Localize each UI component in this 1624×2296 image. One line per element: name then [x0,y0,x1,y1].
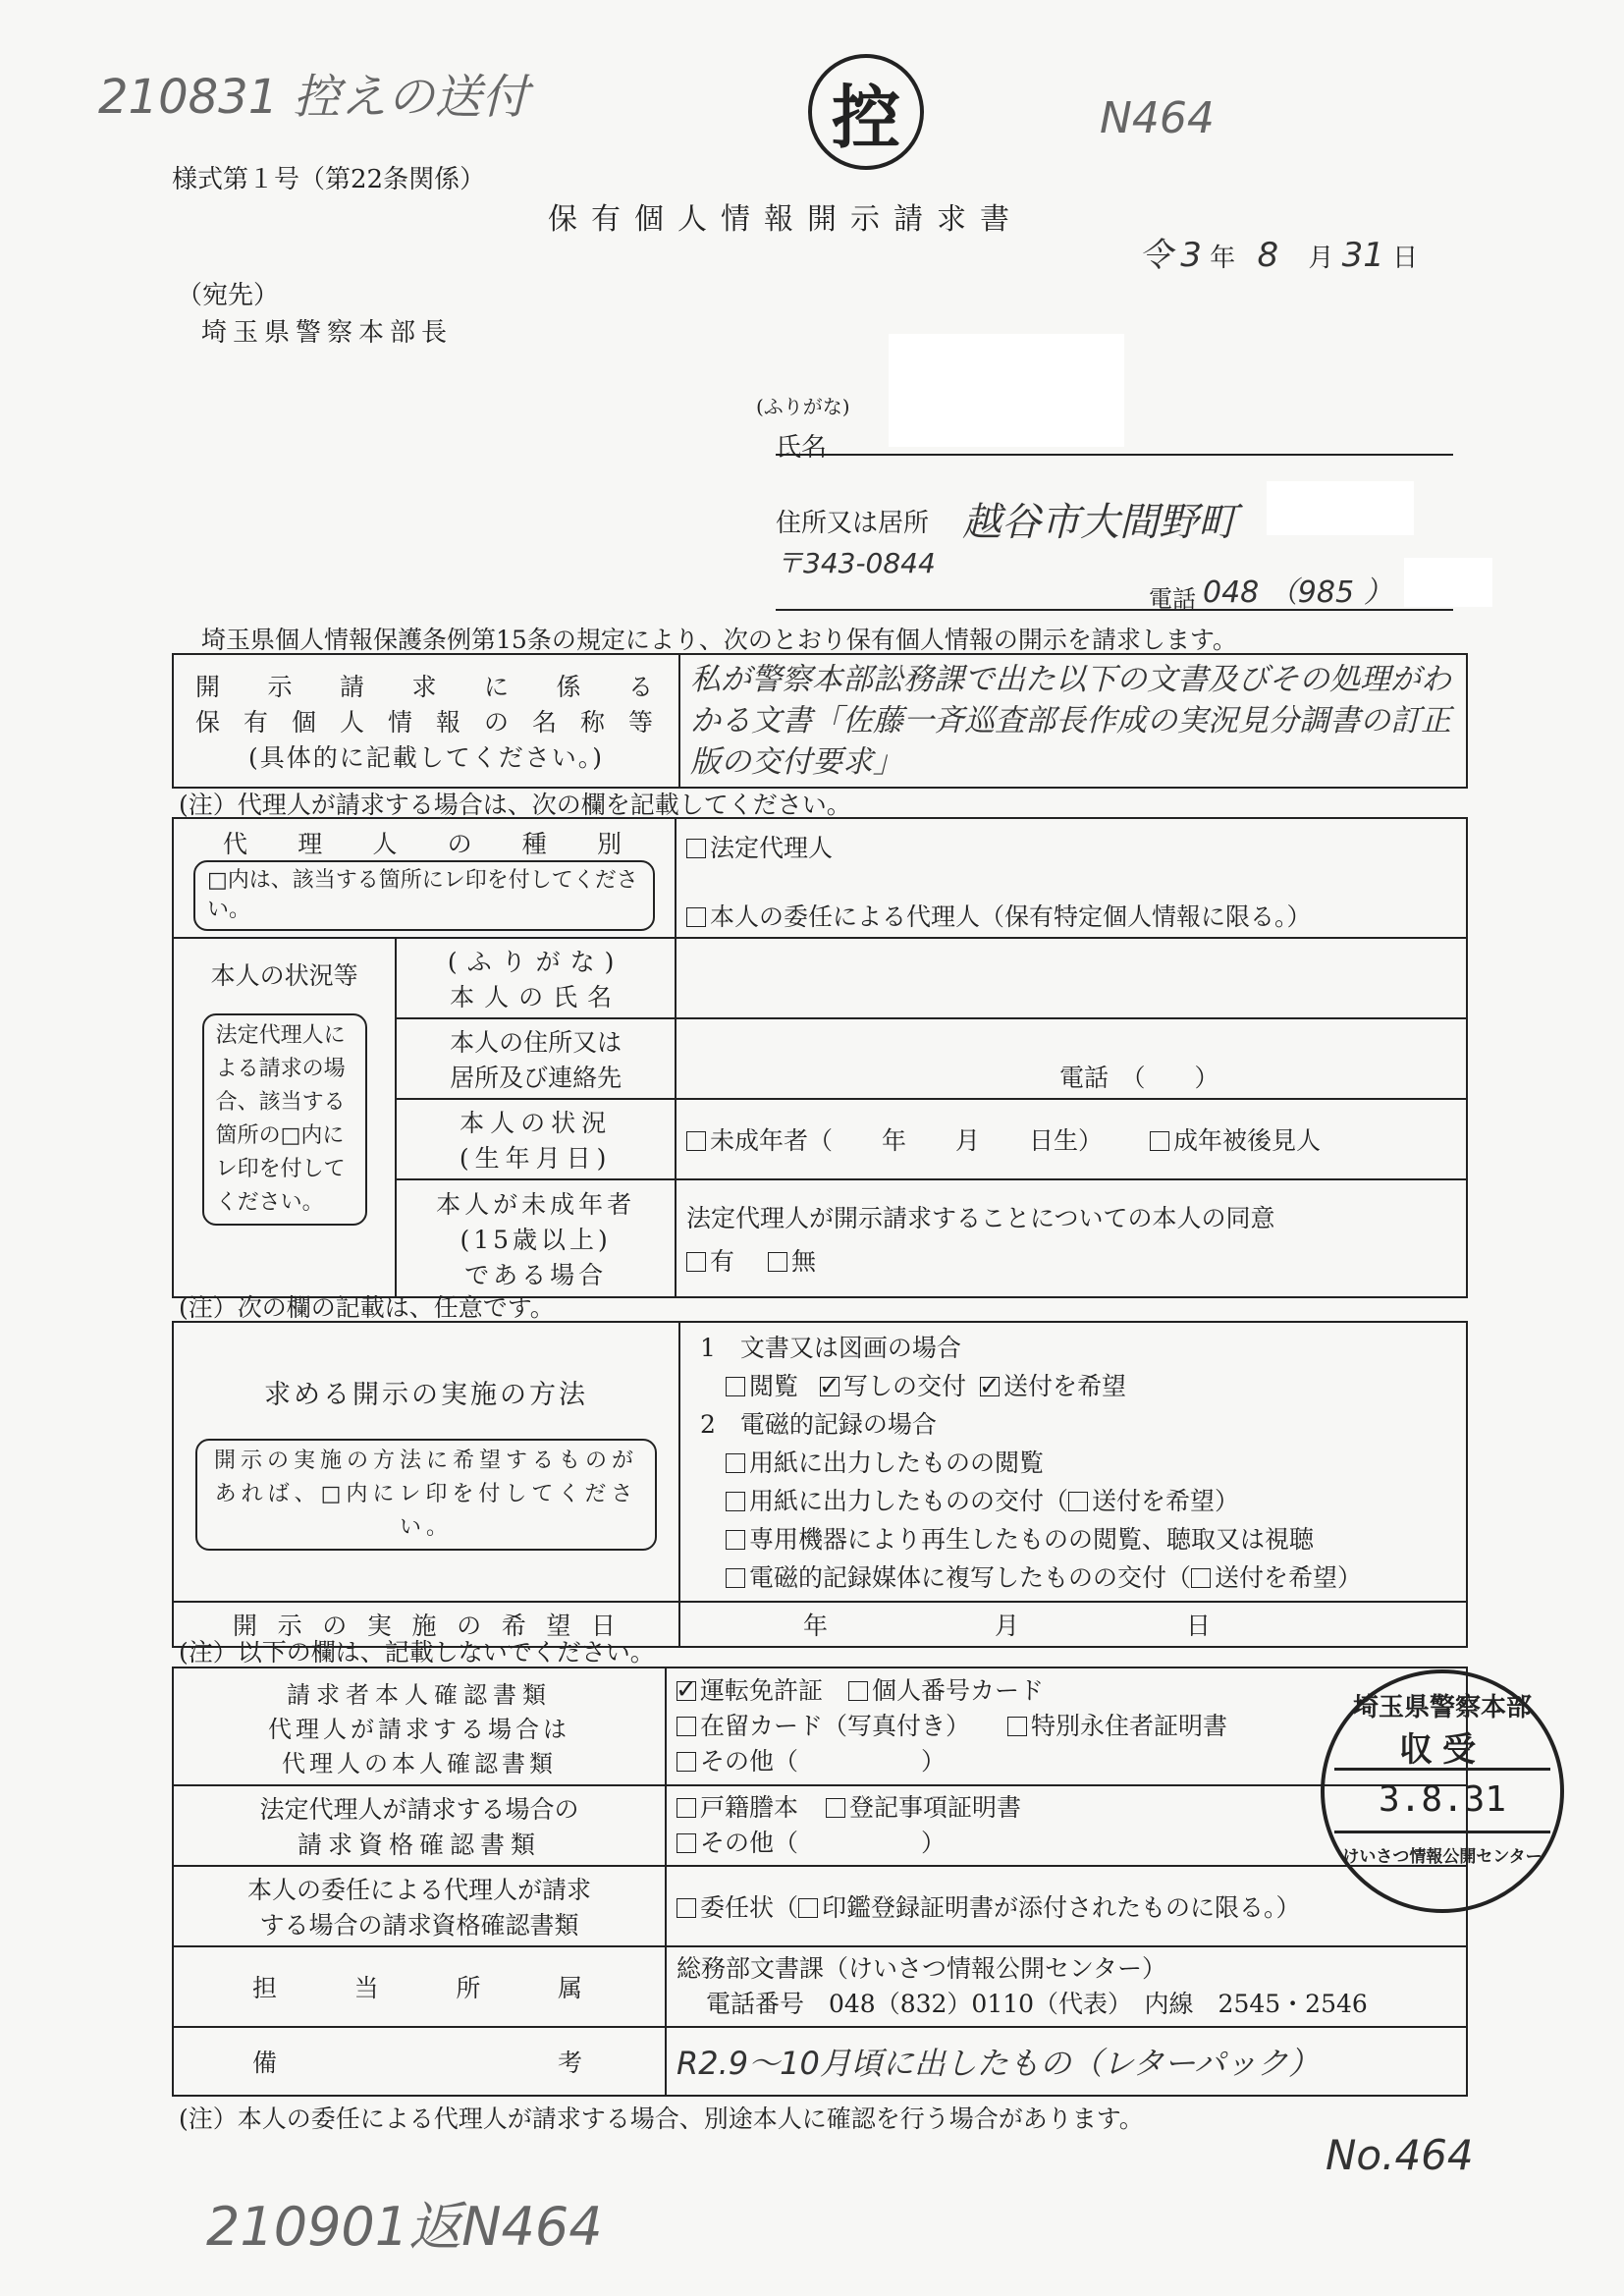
checkbox-seal-cert[interactable] [798,1898,818,1918]
handwritten-note-top-right: N464 [1100,93,1215,143]
agent-type-label: 代理人の種別 □内は、該当する箇所にレ印を付してください。 [173,818,676,938]
checkbox-legal-agent[interactable] [686,839,706,858]
checkbox-special[interactable] [1007,1717,1027,1736]
note-optional: (注）次の欄の記載は、任意です。 [179,1293,555,1322]
checkbox-consent-yes[interactable] [686,1252,706,1272]
checkbox-mail[interactable] [980,1377,1000,1396]
principal-address-phone: 電話 （ ） [676,1018,1467,1099]
name-underline [776,454,1453,456]
checkbox-delegated-agent[interactable] [686,907,706,927]
checkbox-minor[interactable] [686,1131,706,1151]
section1-value: 私が警察本部訟務課で出た以下の文書及びその処理がわかる文書「佐藤一斉巡査部長作成の実況見分調書の訂正版の交付要求」 [679,654,1467,788]
phone-value: 048 （985 ） [1203,575,1393,610]
redaction-address [1267,481,1414,535]
checkbox-registry[interactable] [826,1798,845,1818]
address-label: 住所又は居所 [776,509,930,538]
method-options: 1 文書又は図画の場合 閲覧 ✓ 写しの交付 ✓ 送付を希望 2 電磁的記録の場合 用紙に出力したものの閲覧 用紙に出力したものの交付（ 送付を希望） 専用機器により再生したものの閲覧、聴取又は視聴 電磁的記録媒体に複写したものの交付（ 送付を希望） [679,1322,1467,1602]
agent-type-options: 法定代理人 本人の委任による代理人（保有特定個人情報に限る。） [676,818,1467,938]
checkbox-proxy-letter[interactable] [677,1898,696,1918]
handwritten-no: No.464 [1326,2131,1474,2179]
checkbox-mynumber[interactable] [848,1681,868,1701]
address-value: 越谷市大間野町 [962,500,1237,545]
intro-text: 埼玉県個人情報保護条例第15条の規定により、次のとおり保有個人情報の開示を請求します。 [201,626,1237,654]
checkbox-e-view[interactable] [726,1453,745,1473]
applicant-name-label: 氏名 [776,433,828,463]
id-docs-label: 請求者本人確認書類 代理人が請求する場合は 代理人の本人確認書類 [173,1667,666,1785]
copy-stamp: 控 [808,54,924,170]
status-header: 本人の状況等 法定代理人による請求の場合、該当する箇所の□内にレ印を付してください。 [173,938,396,1297]
checkbox-consent-no[interactable] [768,1252,787,1272]
redaction-name [889,334,1124,447]
checkbox-e-media-mail[interactable] [1191,1568,1211,1588]
checkbox-koseki[interactable] [677,1798,696,1818]
addressee: 埼玉県警察本部長 [201,318,454,348]
furigana-label: (ふりがな) [756,395,850,418]
dept-label: 担当所属 [173,1946,666,2027]
remarks-label: 備考 [173,2027,666,2096]
checkbox-copy[interactable] [820,1377,839,1396]
redaction-phone [1404,558,1492,607]
checkbox-residence[interactable] [677,1717,696,1736]
footer-note: (注）本人の委任による代理人が請求する場合、別途本人に確認を行う場合があります。 [179,2105,1144,2133]
checkbox-e-issue-mail[interactable] [1068,1492,1088,1511]
checkbox-e-media[interactable] [726,1568,745,1588]
phone-label: 電話 [1149,585,1196,613]
checkbox-other-legal[interactable] [677,1833,696,1853]
method-table [172,1321,1468,1648]
note-office: (注）以下の欄は、記載しないでください。 [179,1638,655,1667]
postal-code: 〒343-0844 [776,547,936,579]
id-docs-options: ✓運転免許証 個人番号カード 在留カード（写真付き） 特別永住者証明書 その他（ ） [666,1667,1467,1785]
dept-value: 総務部文書課（けいさつ情報公開センター） 電話番号 048（832）0110（代表） 内線 2545・2546 [666,1946,1467,2027]
consent-cell: 法定代理人が開示請求することについての本人の同意 有 無 [676,1179,1467,1297]
checkbox-license[interactable] [677,1681,696,1701]
handwritten-note-top-left: 210831 控えの送付 [98,70,529,125]
method-label: 求める開示の実施の方法 開示の実施の方法に希望するものがあれば、□内にレ印を付してください。 [173,1322,679,1602]
remarks-value: R2.9～10月頃に出したもの（レターパック） [666,2027,1467,2096]
section1-table [172,653,1468,789]
minor-label: 本人が未成年者 (15歳以上) である場合 [396,1179,676,1297]
legal-docs-label: 法定代理人が請求する場合の 請求資格確認書類 [173,1785,666,1866]
section1-label: 開示請求に係る 保有個人情報の名称等 (具体的に記載してください。) [173,654,679,788]
form-title: 保有個人情報開示請求書 [548,202,1023,237]
principal-name-label: (ふりがな) 本人の氏名 [396,938,676,1018]
checkbox-view[interactable] [726,1377,745,1396]
proxy-docs-options: 委任状（ 印鑑登録証明書が添付されたものに限る。） [666,1866,1467,1946]
agent-table [172,817,1468,1298]
principal-address-label: 本人の住所又は 居所及び連絡先 [396,1018,676,1099]
checkbox-e-issue[interactable] [726,1492,745,1511]
checkbox-e-play[interactable] [726,1530,745,1550]
handwritten-note-bottom-left: 210901返N464 [206,2196,603,2258]
principal-status-options: 未成年者（ 年 月 日生） 成年被後見人 [676,1099,1467,1179]
principal-status-label: 本人の状況 (生年月日) [396,1099,676,1179]
date-wish-label: 開示の実施の希望日 [173,1602,679,1647]
checkbox-other-id[interactable] [677,1752,696,1772]
receipt-stamp: 埼玉県警察本部 収受 3.8.31 けいさつ情報公開センター [1321,1669,1564,1913]
checkbox-adult-ward[interactable] [1150,1131,1169,1151]
form-number: 様式第１号（第22条関係） [172,165,486,194]
addressee-label: （宛先） [177,281,280,310]
request-date: 令 3 年 8 月 31 日 [1139,236,1419,275]
legal-docs-options: 戸籍謄本 登記事項証明書 その他（ ） [666,1785,1467,1866]
principal-name-value[interactable] [676,938,1467,1018]
proxy-docs-label: 本人の委任による代理人が請求 する場合の請求資格確認書類 [173,1866,666,1946]
office-table [172,1667,1468,2097]
note-agent: (注）代理人が請求する場合は、次の欄を記載してください。 [179,791,851,819]
date-wish-value: 年 月 日 [679,1602,1467,1647]
